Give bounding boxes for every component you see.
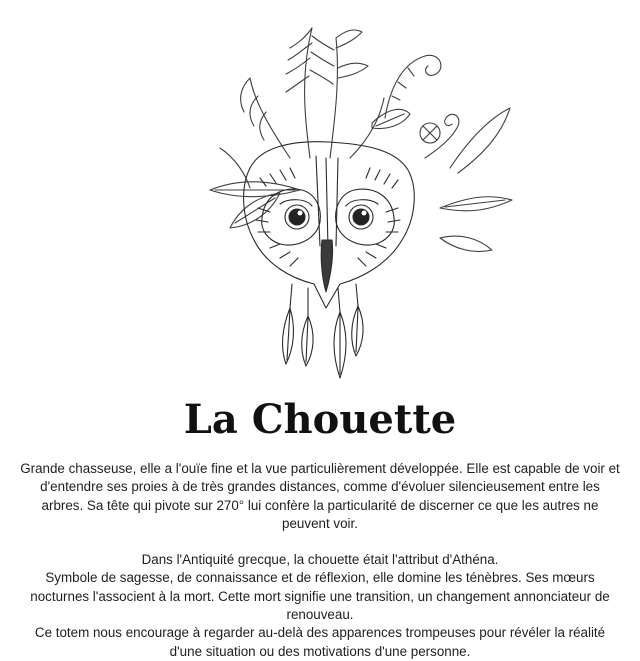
description-text: [18, 460, 622, 661]
paragraph-hunter: Grande chasseuse, elle a l'ouïe fine et la vue particulièrement développée. Elle est capable de voir et d'entendre ses proies à de très grandes distances, comme d'évoluer silencieusement entre les arbres. Sa tête qui pivote sur 270° lui confère la particularité de discerner ce que les autres ne peuvent voir.: [20, 461, 620, 531]
owl-floral-drawing-icon: [140, 8, 520, 388]
paragraph-totem: Ce totem nous encourage à regarder au-delà des apparences trompeuses pour révéler la réalité d'une situation ou des motivations d'une personne.: [34, 625, 606, 659]
paragraph-athena: Dans l'Antiquité grecque, la chouette était l'attribut d'Athéna.: [141, 552, 499, 568]
owl-head: [244, 142, 415, 308]
hanging-feathers: [283, 284, 364, 378]
paragraph-symbol: Symbole de sagesse, de connaissance et de réflexion, elle domine les ténèbres. Ses mœurs nocturnes l'associent à la mort. Cette mort signifie une transition, un changement annonciateur de renouveau.: [30, 570, 610, 623]
page-title: La Chouette: [183, 396, 457, 443]
